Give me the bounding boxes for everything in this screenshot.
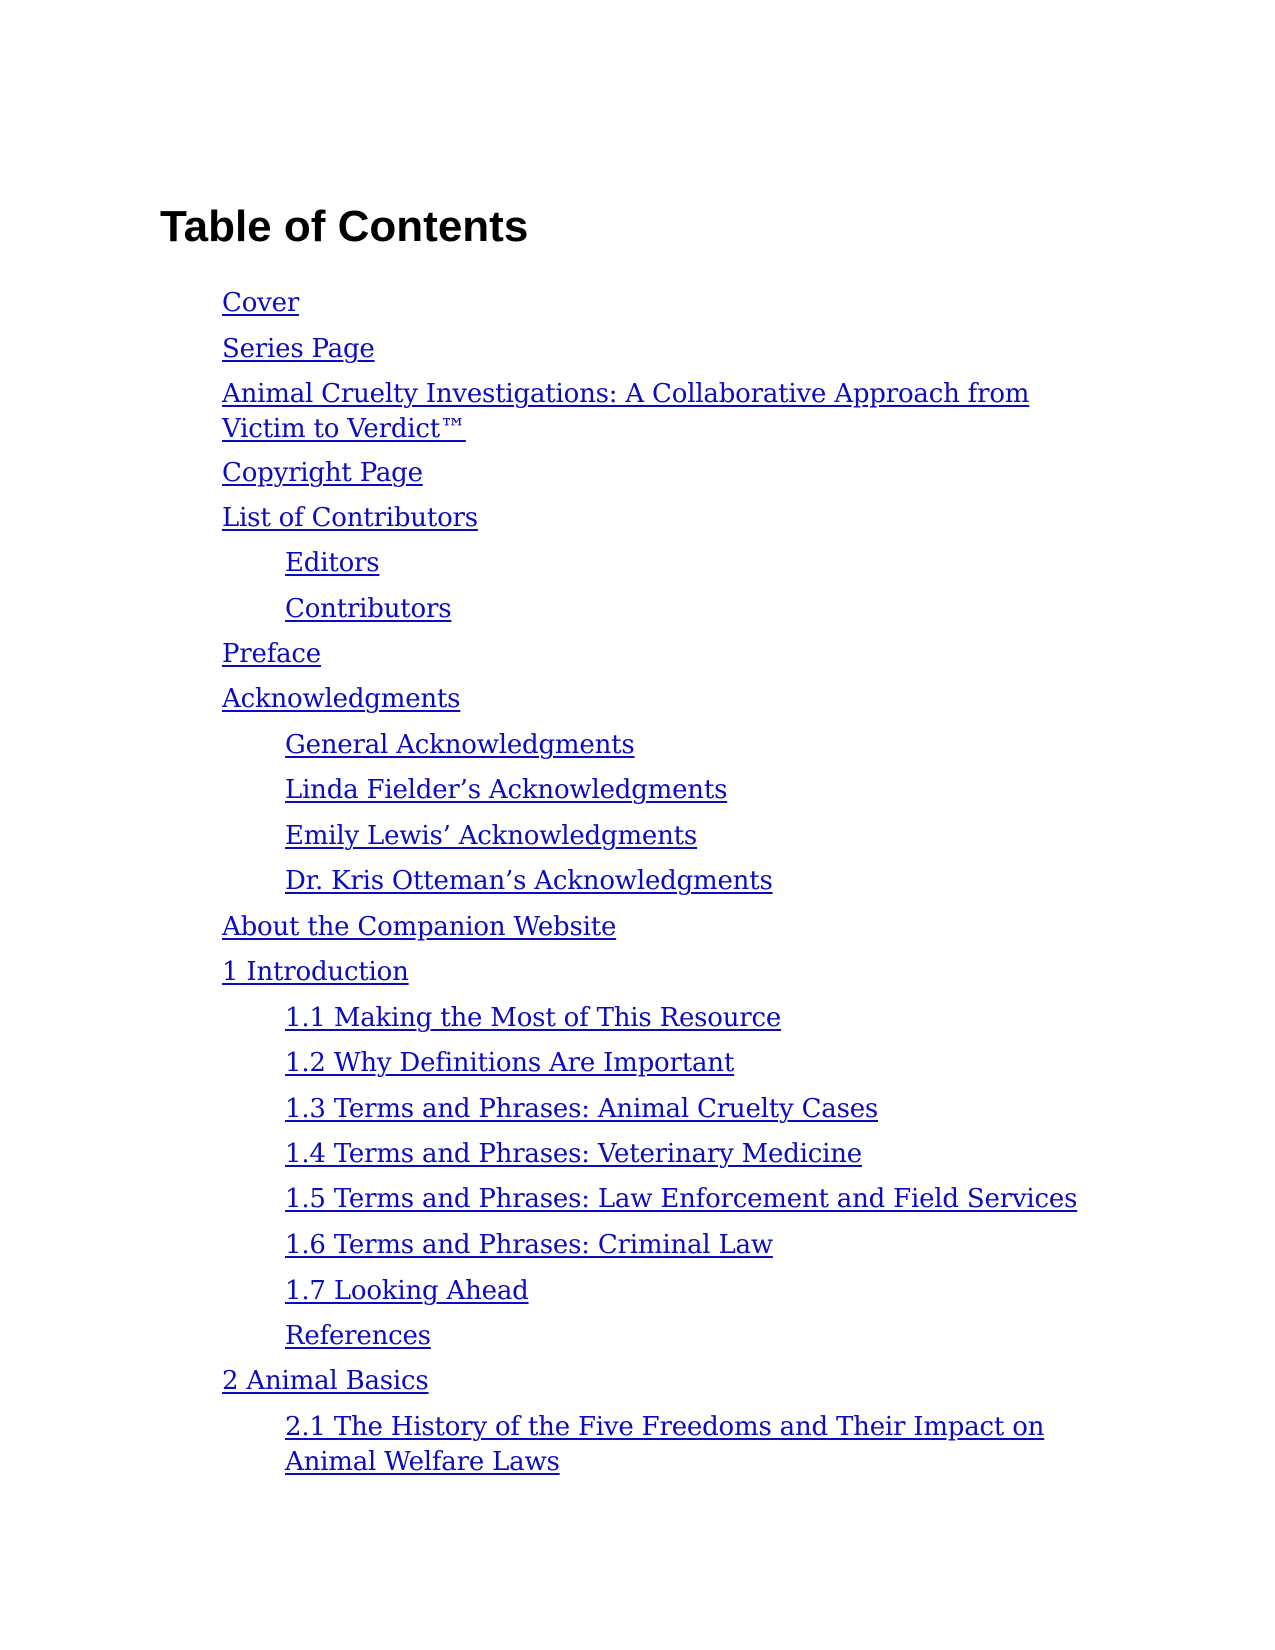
toc-link-editors[interactable]: Editors — [285, 548, 380, 578]
toc-link-section-1-3[interactable]: 1.3 Terms and Phrases: Animal Cruelty Cases — [285, 1094, 879, 1124]
toc-link-cover[interactable]: Cover — [222, 288, 300, 318]
toc-link-preface[interactable]: Preface — [222, 639, 321, 669]
toc-link-emily-lewis-acknowledgments[interactable]: Emily Lewis’ Acknowledgments — [285, 821, 698, 851]
toc-link-chapter-2-animal-basics[interactable]: 2 Animal Basics — [222, 1366, 429, 1396]
toc-link-companion-website[interactable]: About the Companion Website — [222, 912, 617, 942]
toc-link-copyright-page[interactable]: Copyright Page — [222, 458, 423, 488]
page-title: Table of Contents — [160, 202, 529, 251]
toc-link-section-1-6[interactable]: 1.6 Terms and Phrases: Criminal Law — [285, 1230, 773, 1260]
toc-link-general-acknowledgments[interactable]: General Acknowledgments — [285, 730, 635, 760]
toc-link-section-2-1[interactable]: 2.1 The History of the Five Freedoms and Their Impact on Animal Welfare Laws — [285, 1412, 1045, 1477]
toc-link-linda-fielder-acknowledgments[interactable]: Linda Fielder’s Acknowledgments — [285, 775, 728, 805]
toc-link-title-page[interactable]: Animal Cruelty Investigations: A Collaborative Approach from Victim to Verdict™ — [222, 379, 1030, 444]
toc-link-kris-otteman-acknowledgments[interactable]: Dr. Kris Otteman’s Acknowledgments — [285, 866, 773, 896]
toc-link-list-of-contributors[interactable]: List of Contributors — [222, 503, 478, 533]
toc-link-section-1-7[interactable]: 1.7 Looking Ahead — [285, 1276, 529, 1306]
toc-link-series-page[interactable]: Series Page — [222, 334, 375, 364]
toc-link-chapter-1-introduction[interactable]: 1 Introduction — [222, 957, 409, 987]
toc-link-section-1-2[interactable]: 1.2 Why Definitions Are Important — [285, 1048, 735, 1078]
toc-link-section-1-1[interactable]: 1.1 Making the Most of This Resource — [285, 1003, 782, 1033]
toc-link-contributors[interactable]: Contributors — [285, 594, 452, 624]
toc-link-section-1-5[interactable]: 1.5 Terms and Phrases: Law Enforcement and Field Services — [285, 1184, 1078, 1214]
toc-link-section-1-4[interactable]: 1.4 Terms and Phrases: Veterinary Medicine — [285, 1139, 862, 1169]
toc-link-acknowledgments[interactable]: Acknowledgments — [222, 684, 461, 714]
toc-link-references[interactable]: References — [285, 1321, 431, 1351]
